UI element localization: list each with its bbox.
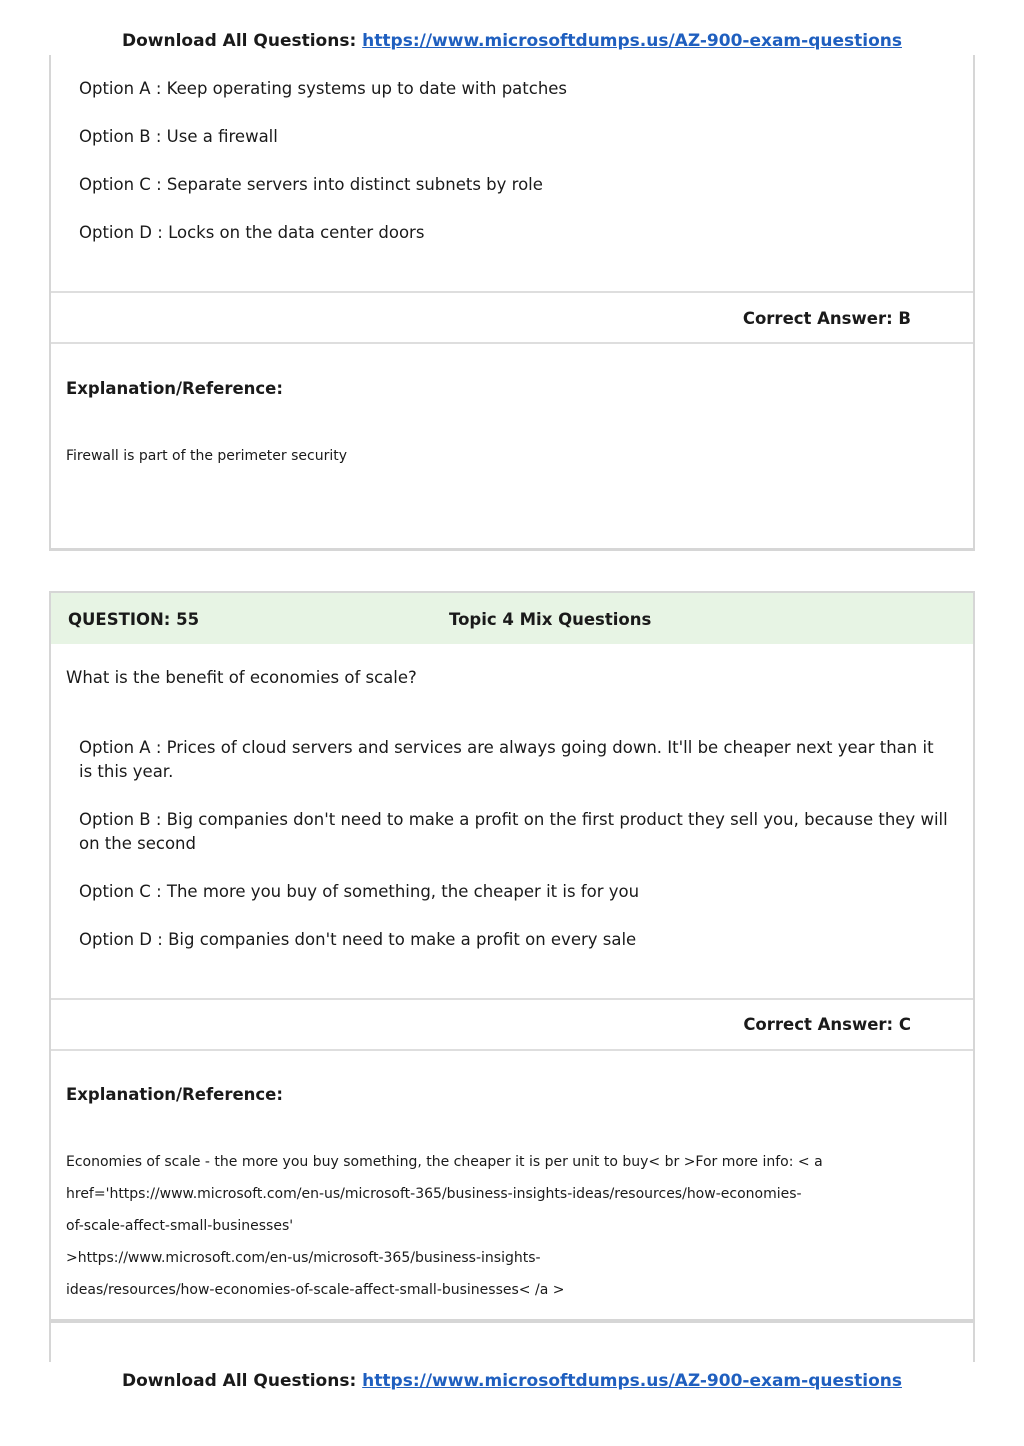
divider xyxy=(51,998,973,1000)
option-d: Option D : Big companies don't need to make a profit on every sale xyxy=(79,930,637,949)
option-a: Option A : Keep operating systems up to date with patches xyxy=(79,79,568,98)
download-banner-top xyxy=(0,31,1024,51)
explanation-line: >https://www.microsoft.com/en-us/microsoft-365/business-insights- xyxy=(66,1250,541,1266)
explanation-heading: Explanation/Reference: xyxy=(66,1085,283,1104)
option-c: Option C : Separate servers into distinct subnets by role xyxy=(79,175,543,194)
explanation-text xyxy=(66,440,946,472)
previous-question-card xyxy=(49,55,975,551)
question-topic: Topic 4 Mix Questions xyxy=(449,610,652,629)
correct-answer: Correct Answer: B xyxy=(742,309,911,328)
explanation-text xyxy=(66,1146,946,1306)
option-b: Option B : Big companies don't need to make a profit on the first product they sell you, because they will on the second xyxy=(79,810,948,853)
option-b: Option B : Use a firewall xyxy=(79,127,278,146)
option-d: Option D : Locks on the data center doors xyxy=(79,223,425,242)
divider xyxy=(51,291,973,293)
question-card xyxy=(49,591,975,1323)
divider xyxy=(51,1049,973,1051)
explanation-line: Firewall is part of the perimeter security xyxy=(66,448,348,464)
explanation-line: ideas/resources/how-economies-of-scale-affect-small-businesses< /a > xyxy=(66,1282,565,1298)
download-link[interactable]: https://www.microsoftdumps.us/AZ-900-exam-questions xyxy=(362,31,902,51)
question-header xyxy=(51,593,973,644)
download-banner-bottom xyxy=(0,1371,1024,1391)
question-text: What is the benefit of economies of scale? xyxy=(66,668,417,687)
option-a: Option A : Prices of cloud servers and services are always going down. It'll be cheaper next year than it is this year. xyxy=(79,738,934,781)
divider xyxy=(51,342,973,344)
question-number: QUESTION: 55 xyxy=(68,610,200,629)
correct-answer: Correct Answer: C xyxy=(743,1015,911,1034)
explanation-line: Economies of scale - the more you buy something, the cheaper it is per unit to buy< br >For more info: < a xyxy=(66,1154,823,1170)
option-c: Option C : The more you buy of something, the cheaper it is for you xyxy=(79,882,640,901)
download-link[interactable]: https://www.microsoftdumps.us/AZ-900-exam-questions xyxy=(362,1371,902,1391)
download-label: Download All Questions: xyxy=(122,1371,357,1391)
download-label: Download All Questions: xyxy=(122,31,357,51)
explanation-heading: Explanation/Reference: xyxy=(66,379,283,398)
explanation-line: href='https://www.microsoft.com/en-us/microsoft-365/business-insights-ideas/resources/how-economies- xyxy=(66,1186,802,1202)
explanation-line: of-scale-affect-small-businesses' xyxy=(66,1218,294,1234)
next-question-card xyxy=(49,1319,975,1362)
